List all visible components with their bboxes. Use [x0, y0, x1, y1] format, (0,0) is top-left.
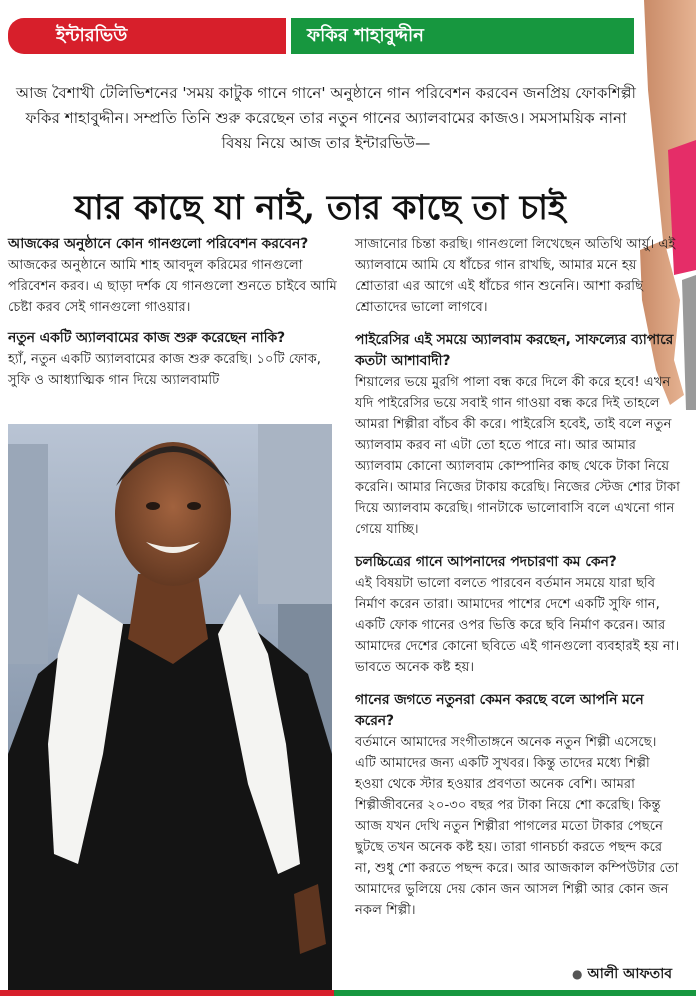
answer: এই বিষয়টা ভালো বলতে পারবেন বর্তমান সময়ে যারা ছবি নির্মাণ করেন তারা। আমাদের পাশের দেশে একটি সুফি গান, একটি ফোক গানের ওপর ভিত্তি করে ছবি নির্মাণ করেন। আর আমাদের দেশের কোনো ছবিতে এই গানগুলো ব্যবহারই হয় না। ভাবতে অনেক কষ্ট হয়।: [355, 576, 680, 675]
byline-author: আলী আফতাব: [587, 966, 673, 982]
headline: যার কাছে যা নাই, তার কাছে তা চাই: [74, 187, 566, 228]
section-label: ইন্টারভিউ: [56, 25, 128, 46]
answer: হ্যাঁ, নতুন একটি অ্যালবামের কাজ শুরু করেছি। ১০টি ফোক, সুফি ও আধ্যাত্মিক গান দিয়ে অ্যালবামটি: [8, 352, 321, 388]
byline-dot-icon: ●: [572, 967, 583, 981]
question: চলচ্চিত্রের গানে আপনাদের পদচারণা কম কেন?: [355, 554, 617, 570]
answer: সাজানোর চিন্তা করছি। গানগুলো লিখেছেন অতিথি আর্য়ু। এই অ্যালবামে আমি যে ধাঁচের গান রাখছি, আমার মনে হয় শ্রোতারা এর আগে এই ধাঁচের গান শুনেনি। আশা করছি শ্রোতাদের ভালো লাগবে।: [355, 237, 676, 315]
answer: শিয়ালের ভয়ে মুরগি পালা বন্ধ করে দিলে কী করে হবে! এখন যদি পাইরেসির ভয়ে সবাই গান গাওয়া বন্ধ করে দিই তাহলে আমরা শিল্পীরা বাঁচব কী করে। পাইরেসি হবেই, তাই বলে নতুন অ্যালবাম করব না এটা তো হতে পারে না। আর আমার অ্যালবাম কোনো অ্যালবাম কোম্পানির কাছ থেকে টাকা নিয়ে করেনি। আমার নিজের টাকায় করেছি। নিজের স্টেজ শোর টাকা দিয়ে অ্যালবাম করেছি। গানটাকে ভালোবাসি বলে এখনো গান গেয়ে যাচ্ছি।: [355, 375, 680, 537]
question: নতুন একটি অ্যালবামের কাজ শুরু করেছেন নাকি?: [8, 330, 286, 346]
artist-name-bar: [291, 18, 640, 54]
answer: বর্তমানে আমাদের সংগীতাঙ্গনে অনেক নতুন শিল্পী এসেছে। এটি আমাদের জন্য একটি সুখবর। কিন্তু তাদের মধ্যে শিল্পী হওয়া থেকে স্টার হওয়ার প্রবণতা অনেক বেশি। আমরা শিল্পীজীবনের ২০-৩০ বছর পর টাকা নিয়ে শো করেছি। কিন্তু আজ যখন দেখি নতুন শিল্পীরা পাগলের মতো টাকার পেছনে ছুটছে তখন অনেক কষ্ট হয়। তারা গানচর্চা করতে পছন্দ করে না, শুধু শো করতে পছন্দ করে। আর আজকাল কম্পিউটার তো আমাদের ভুলিয়ে দেয় কোন জন আসল শিল্পী আর কোন জন নকল শিল্পী।: [355, 735, 679, 918]
intro-paragraph: আজ বৈশাখী টেলিভিশনের 'সময় কাটুক গানে গানে' অনুষ্ঠানে গান পরিবেশন করবেন জনপ্রিয় ফোকশিল্পী ফকির শাহাবুদ্দীন। সম্প্রতি তিনি শুরু করেছেন তার নতুন গানের অ্যালবামের কাজও। সমসাময়িক নানা বিষয় নিয়ে আজ তার ইন্টারভিউ—: [16, 84, 636, 153]
answer: আজকের অনুষ্ঠানে আমি শাহ আবদুল করিমের গানগুলো পরিবেশন করব। এ ছাড়া দর্শক যে গানগুলো শুনতে চাইবে আমি চেষ্টা করব সেই গানগুলো গাওয়ার।: [8, 258, 337, 315]
artist-photo: [8, 424, 332, 994]
right-column: [355, 234, 680, 933]
question: পাইরেসির এই সময়ে অ্যালবাম করছেন, সাফল্যের ব্যাপারে কতটা আশাবাদী?: [355, 332, 674, 369]
bottom-divider: [0, 990, 696, 996]
question: গানের জগতে নতুনরা কেমন করছে বলে আপনি মনে করেন?: [355, 692, 644, 729]
left-column: [8, 234, 338, 401]
byline: [572, 962, 672, 986]
question: আজকের অনুষ্ঠানে কোন গানগুলো পরিবেশন করবেন?: [8, 236, 309, 252]
section-label-bar: [8, 18, 286, 54]
artist-name: ফকির শাহাবুদ্দীন: [307, 25, 424, 46]
